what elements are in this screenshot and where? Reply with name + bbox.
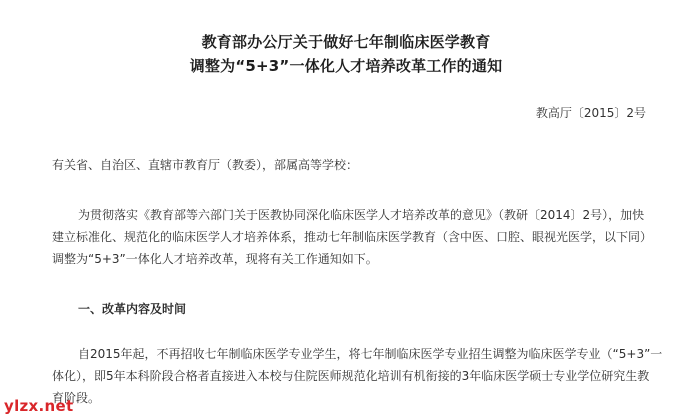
paragraph-1-line-1: 为贯彻落实《教育部等六部门关于医教协同深化临床医学人才培养改革的意见》（教研〔2014〕2号），加快 bbox=[78, 208, 645, 222]
salutation: 有关省、自治区、直辖市教育厅（教委），部属高等学校： bbox=[52, 158, 359, 172]
paragraph-1-line-2: 建立标准化、规范化的临床医学人才培养体系，推动七年制临床医学教育（含中医、口腔、眼视光医学，以下同） bbox=[52, 230, 653, 244]
title-line-2: 调整为“5+3”一体化人才培养改革工作的通知 bbox=[189, 57, 503, 75]
paragraph-2-line-1: 自2015年起，不再招收七年制临床医学专业学生，将七年制临床医学专业招生调整为临床医学专业（“5+3”一 bbox=[78, 347, 663, 361]
title-line-1: 教育部办公厅关于做好七年制临床医学教育 bbox=[201, 33, 491, 51]
paragraph-2-line-3: 育阶段。 bbox=[52, 391, 101, 405]
document-number: 教高厅〔2015〕2号 bbox=[535, 106, 646, 120]
paragraph-2-line-2: 体化），即5年本科阶段合格者直接进入本校与住院医师规范化培训有机衔接的3年临床医学硕士专业学位研究生教 bbox=[52, 369, 650, 383]
site-watermark: ylzx.net bbox=[4, 397, 74, 415]
paragraph-1-line-3: 调整为“5+3”一体化人才培养改革，现将有关工作通知如下。 bbox=[52, 252, 378, 266]
section-1-heading: 一、改革内容及时间 bbox=[78, 302, 187, 316]
